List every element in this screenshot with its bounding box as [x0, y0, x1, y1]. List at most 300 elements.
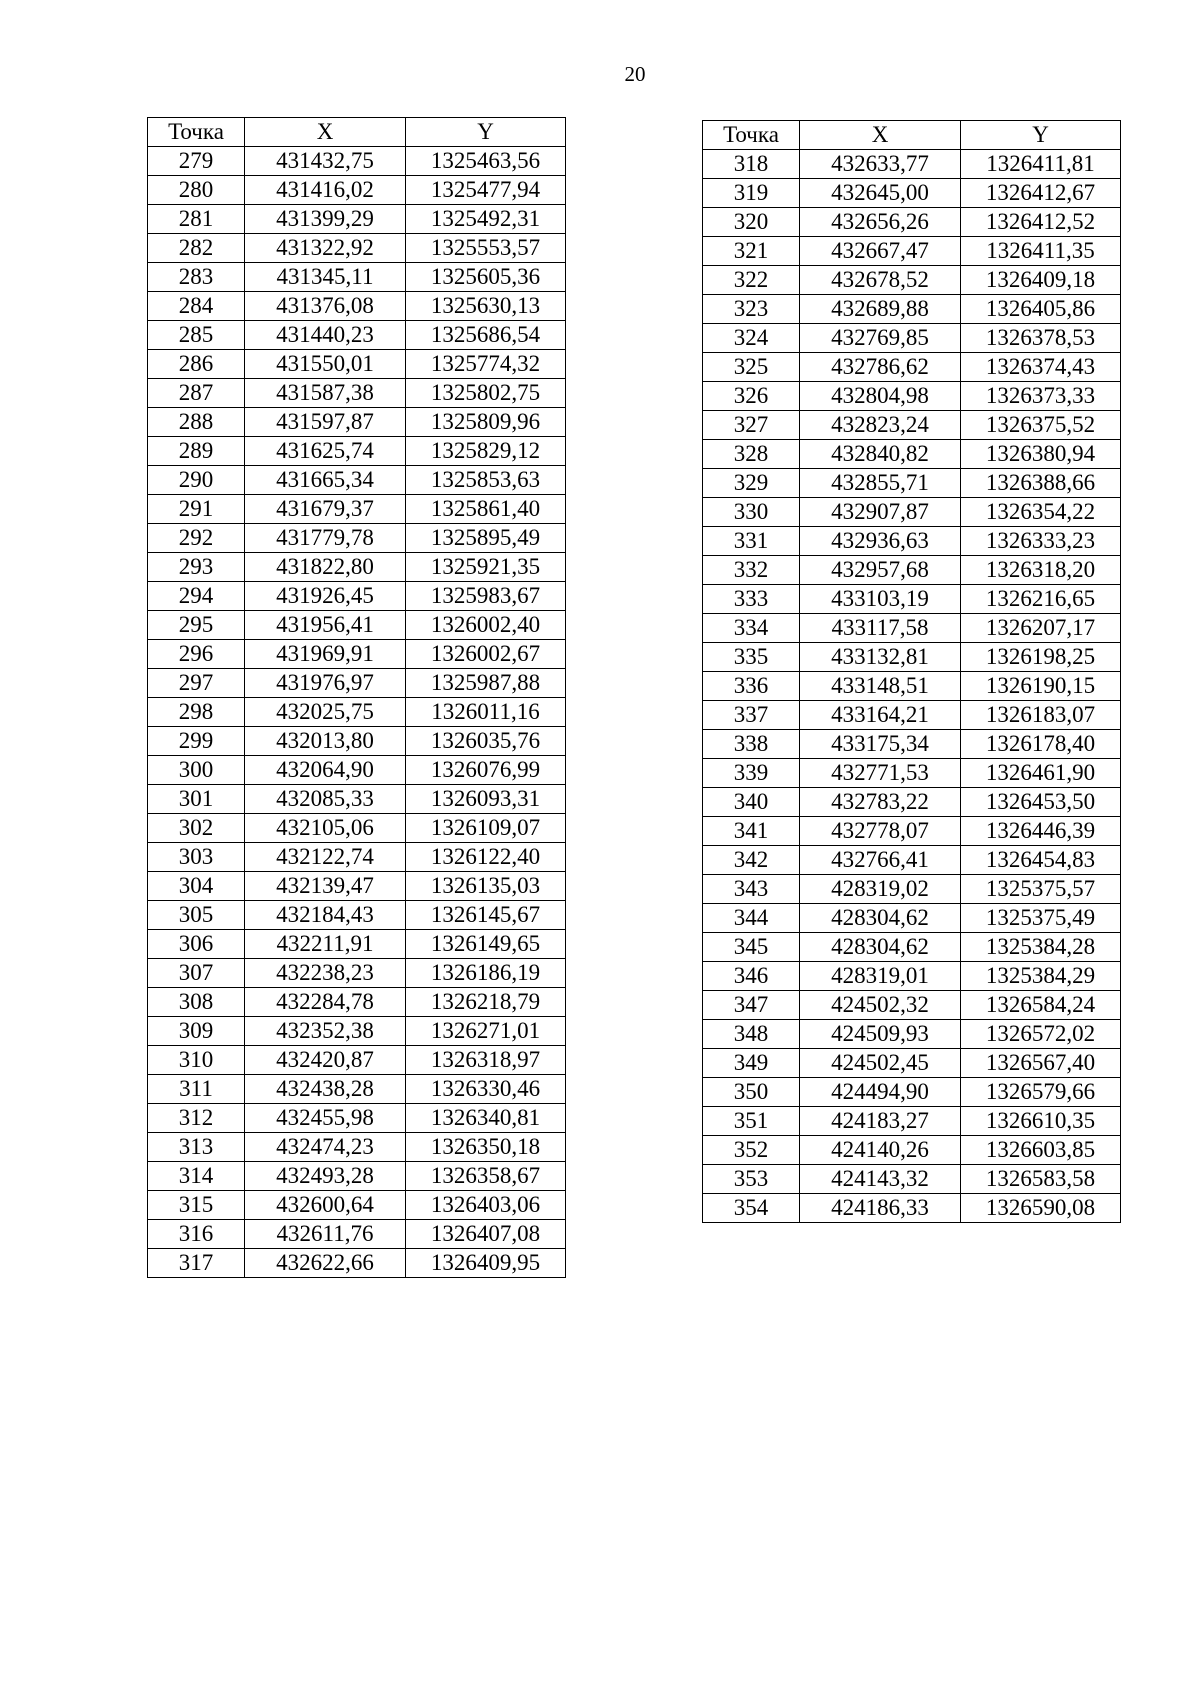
- table-row: [148, 292, 566, 321]
- cell-y: 1326076,99: [406, 756, 566, 785]
- cell-y: 1326412,52: [961, 208, 1121, 237]
- cell-point: 305: [148, 901, 245, 930]
- cell-y: 1326207,17: [961, 614, 1121, 643]
- cell-point: 280: [148, 176, 245, 205]
- cell-point: 298: [148, 698, 245, 727]
- table-row: [148, 785, 566, 814]
- cell-point: 279: [148, 147, 245, 176]
- table-row: [703, 382, 1121, 411]
- table-row: [148, 1133, 566, 1162]
- cell-point: 326: [703, 382, 800, 411]
- cell-y: 1325375,57: [961, 875, 1121, 904]
- cell-y: 1325829,12: [406, 437, 566, 466]
- table-row: [703, 1165, 1121, 1194]
- cell-y: 1326446,39: [961, 817, 1121, 846]
- cell-y: 1326145,67: [406, 901, 566, 930]
- cell-x: 424186,33: [800, 1194, 961, 1223]
- cell-x: 432438,28: [245, 1075, 406, 1104]
- table-row: [148, 727, 566, 756]
- cell-y: 1326186,19: [406, 959, 566, 988]
- cell-y: 1326093,31: [406, 785, 566, 814]
- cell-x: 428319,01: [800, 962, 961, 991]
- cell-x: 431550,01: [245, 350, 406, 379]
- cell-point: 306: [148, 930, 245, 959]
- table-row: [703, 179, 1121, 208]
- cell-point: 329: [703, 469, 800, 498]
- cell-x: 432678,52: [800, 266, 961, 295]
- cell-point: 335: [703, 643, 800, 672]
- cell-x: 431679,37: [245, 495, 406, 524]
- table-row: [148, 698, 566, 727]
- cell-x: 431440,23: [245, 321, 406, 350]
- cell-x: 431969,91: [245, 640, 406, 669]
- cell-point: 314: [148, 1162, 245, 1191]
- cell-y: 1326318,20: [961, 556, 1121, 585]
- table-row: [148, 1017, 566, 1046]
- cell-y: 1326409,95: [406, 1249, 566, 1278]
- cell-x: 432689,88: [800, 295, 961, 324]
- cell-y: 1326375,52: [961, 411, 1121, 440]
- cell-x: 431822,80: [245, 553, 406, 582]
- table-row: [148, 350, 566, 379]
- table-row: [148, 1046, 566, 1075]
- cell-point: 341: [703, 817, 800, 846]
- table-row: [148, 495, 566, 524]
- cell-y: 1326388,66: [961, 469, 1121, 498]
- cell-y: 1326011,16: [406, 698, 566, 727]
- table-row: [703, 295, 1121, 324]
- cell-y: 1326454,83: [961, 846, 1121, 875]
- cell-x: 424143,32: [800, 1165, 961, 1194]
- header-y: Y: [961, 121, 1121, 150]
- cell-y: 1326603,85: [961, 1136, 1121, 1165]
- cell-y: 1326122,40: [406, 843, 566, 872]
- cell-point: 354: [703, 1194, 800, 1223]
- cell-x: 432139,47: [245, 872, 406, 901]
- cell-point: 317: [148, 1249, 245, 1278]
- cell-point: 289: [148, 437, 245, 466]
- cell-x: 432907,87: [800, 498, 961, 527]
- cell-y: 1325774,32: [406, 350, 566, 379]
- cell-x: 431587,38: [245, 379, 406, 408]
- cell-y: 1326218,79: [406, 988, 566, 1017]
- cell-y: 1326109,07: [406, 814, 566, 843]
- cell-y: 1326002,67: [406, 640, 566, 669]
- cell-x: 433103,19: [800, 585, 961, 614]
- cell-x: 431399,29: [245, 205, 406, 234]
- cell-y: 1325384,29: [961, 962, 1121, 991]
- cell-y: 1326183,07: [961, 701, 1121, 730]
- cell-x: 424183,27: [800, 1107, 961, 1136]
- cell-x: 432238,23: [245, 959, 406, 988]
- cell-y: 1326271,01: [406, 1017, 566, 1046]
- cell-point: 344: [703, 904, 800, 933]
- table-row: [703, 237, 1121, 266]
- cell-x: 428304,62: [800, 904, 961, 933]
- cell-point: 343: [703, 875, 800, 904]
- table-row: [703, 498, 1121, 527]
- cell-x: 432783,22: [800, 788, 961, 817]
- cell-y: 1326358,67: [406, 1162, 566, 1191]
- cell-point: 297: [148, 669, 245, 698]
- table-row: [148, 437, 566, 466]
- table-row: [703, 585, 1121, 614]
- cell-y: 1326610,35: [961, 1107, 1121, 1136]
- table-row: [148, 205, 566, 234]
- table-row: [703, 411, 1121, 440]
- cell-y: 1326198,25: [961, 643, 1121, 672]
- cell-point: 295: [148, 611, 245, 640]
- table-row: [703, 556, 1121, 585]
- table-row: [703, 991, 1121, 1020]
- cell-y: 1325463,56: [406, 147, 566, 176]
- cell-point: 284: [148, 292, 245, 321]
- table-row: [148, 176, 566, 205]
- cell-y: 1326002,40: [406, 611, 566, 640]
- cell-y: 1325802,75: [406, 379, 566, 408]
- cell-y: 1325553,57: [406, 234, 566, 263]
- cell-point: 304: [148, 872, 245, 901]
- header-point: Точка: [703, 121, 800, 150]
- cell-point: 311: [148, 1075, 245, 1104]
- cell-x: 432823,24: [800, 411, 961, 440]
- cell-y: 1326412,67: [961, 179, 1121, 208]
- table-row: [703, 353, 1121, 382]
- cell-y: 1326403,06: [406, 1191, 566, 1220]
- table-row: [703, 1078, 1121, 1107]
- cell-point: 345: [703, 933, 800, 962]
- cell-point: 283: [148, 263, 245, 292]
- table-row: [148, 872, 566, 901]
- table-row: [148, 1191, 566, 1220]
- table-row: [148, 1104, 566, 1133]
- cell-point: 339: [703, 759, 800, 788]
- cell-point: 318: [703, 150, 800, 179]
- cell-y: 1326373,33: [961, 382, 1121, 411]
- cell-x: 432105,06: [245, 814, 406, 843]
- cell-point: 282: [148, 234, 245, 263]
- cell-y: 1326579,66: [961, 1078, 1121, 1107]
- cell-x: 432622,66: [245, 1249, 406, 1278]
- table-row: [703, 208, 1121, 237]
- cell-point: 320: [703, 208, 800, 237]
- cell-point: 340: [703, 788, 800, 817]
- cell-x: 431956,41: [245, 611, 406, 640]
- table-row: [148, 756, 566, 785]
- cell-y: 1326216,65: [961, 585, 1121, 614]
- table-row: [148, 611, 566, 640]
- cell-y: 1325861,40: [406, 495, 566, 524]
- cell-point: 299: [148, 727, 245, 756]
- cell-x: 432804,98: [800, 382, 961, 411]
- cell-x: 431345,11: [245, 263, 406, 292]
- table-row: [148, 466, 566, 495]
- cell-y: 1326453,50: [961, 788, 1121, 817]
- cell-x: 432420,87: [245, 1046, 406, 1075]
- cell-x: 424502,32: [800, 991, 961, 1020]
- table-row: [703, 875, 1121, 904]
- table-row: [703, 1049, 1121, 1078]
- cell-x: 431416,02: [245, 176, 406, 205]
- cell-y: 1326407,08: [406, 1220, 566, 1249]
- cell-y: 1326135,03: [406, 872, 566, 901]
- cell-y: 1326409,18: [961, 266, 1121, 295]
- cell-x: 433164,21: [800, 701, 961, 730]
- table-row: [703, 1136, 1121, 1165]
- table-row: [703, 1020, 1121, 1049]
- cell-point: 328: [703, 440, 800, 469]
- cell-x: 431597,87: [245, 408, 406, 437]
- table-row: [703, 904, 1121, 933]
- cell-y: 1326035,76: [406, 727, 566, 756]
- cell-x: 432025,75: [245, 698, 406, 727]
- cell-x: 432085,33: [245, 785, 406, 814]
- cell-point: 332: [703, 556, 800, 585]
- cell-x: 431665,34: [245, 466, 406, 495]
- cell-point: 292: [148, 524, 245, 553]
- cell-x: 432474,23: [245, 1133, 406, 1162]
- cell-y: 1326330,46: [406, 1075, 566, 1104]
- table-row: [703, 962, 1121, 991]
- cell-point: 337: [703, 701, 800, 730]
- cell-x: 432493,28: [245, 1162, 406, 1191]
- cell-point: 327: [703, 411, 800, 440]
- cell-x: 431625,74: [245, 437, 406, 466]
- cell-point: 288: [148, 408, 245, 437]
- cell-x: 432352,38: [245, 1017, 406, 1046]
- table-row: [703, 672, 1121, 701]
- cell-x: 431779,78: [245, 524, 406, 553]
- cell-point: 346: [703, 962, 800, 991]
- cell-point: 348: [703, 1020, 800, 1049]
- cell-x: 433117,58: [800, 614, 961, 643]
- cell-y: 1326350,18: [406, 1133, 566, 1162]
- cell-y: 1326333,23: [961, 527, 1121, 556]
- cell-point: 322: [703, 266, 800, 295]
- table-row: [703, 643, 1121, 672]
- cell-x: 432184,43: [245, 901, 406, 930]
- table-row: [148, 1075, 566, 1104]
- cell-x: 432786,62: [800, 353, 961, 382]
- table-row: [703, 527, 1121, 556]
- cell-x: 432013,80: [245, 727, 406, 756]
- cell-point: 324: [703, 324, 800, 353]
- cell-y: 1326318,97: [406, 1046, 566, 1075]
- cell-point: 301: [148, 785, 245, 814]
- table-row: [703, 469, 1121, 498]
- cell-point: 350: [703, 1078, 800, 1107]
- cell-x: 432771,53: [800, 759, 961, 788]
- cell-point: 310: [148, 1046, 245, 1075]
- cell-point: 294: [148, 582, 245, 611]
- table-row: [703, 1107, 1121, 1136]
- cell-x: 431376,08: [245, 292, 406, 321]
- cell-point: 312: [148, 1104, 245, 1133]
- cell-point: 325: [703, 353, 800, 382]
- cell-x: 433132,81: [800, 643, 961, 672]
- header-x: X: [245, 118, 406, 147]
- cell-y: 1326149,65: [406, 930, 566, 959]
- cell-point: 347: [703, 991, 800, 1020]
- cell-point: 334: [703, 614, 800, 643]
- cell-y: 1325477,94: [406, 176, 566, 205]
- table-row: [148, 582, 566, 611]
- page-number: 20: [624, 62, 646, 86]
- table-row: [148, 814, 566, 843]
- header-point: Точка: [148, 118, 245, 147]
- cell-y: 1326583,58: [961, 1165, 1121, 1194]
- cell-point: 296: [148, 640, 245, 669]
- cell-y: 1325375,49: [961, 904, 1121, 933]
- cell-point: 315: [148, 1191, 245, 1220]
- cell-point: 353: [703, 1165, 800, 1194]
- cell-x: 432840,82: [800, 440, 961, 469]
- cell-x: 432936,63: [800, 527, 961, 556]
- cell-x: 432211,91: [245, 930, 406, 959]
- cell-point: 342: [703, 846, 800, 875]
- coordinates-table-right: [702, 120, 1121, 1223]
- cell-x: 432667,47: [800, 237, 961, 266]
- cell-x: 431432,75: [245, 147, 406, 176]
- cell-point: 349: [703, 1049, 800, 1078]
- cell-point: 308: [148, 988, 245, 1017]
- cell-x: 428319,02: [800, 875, 961, 904]
- cell-y: 1325809,96: [406, 408, 566, 437]
- cell-x: 432600,64: [245, 1191, 406, 1220]
- cell-y: 1325895,49: [406, 524, 566, 553]
- table-row: [148, 553, 566, 582]
- cell-point: 336: [703, 672, 800, 701]
- table-row: [703, 266, 1121, 295]
- table-row: [148, 901, 566, 930]
- cell-y: 1326584,24: [961, 991, 1121, 1020]
- coordinates-table-left: [147, 117, 566, 1278]
- table-row: [148, 321, 566, 350]
- cell-point: 338: [703, 730, 800, 759]
- cell-point: 286: [148, 350, 245, 379]
- cell-x: 432656,26: [800, 208, 961, 237]
- cell-x: 432611,76: [245, 1220, 406, 1249]
- cell-y: 1325686,54: [406, 321, 566, 350]
- cell-y: 1326590,08: [961, 1194, 1121, 1223]
- cell-point: 285: [148, 321, 245, 350]
- cell-point: 333: [703, 585, 800, 614]
- table-row: [148, 669, 566, 698]
- cell-x: 432633,77: [800, 150, 961, 179]
- cell-x: 431322,92: [245, 234, 406, 263]
- cell-point: 351: [703, 1107, 800, 1136]
- cell-y: 1326572,02: [961, 1020, 1121, 1049]
- table-row: [703, 324, 1121, 353]
- cell-x: 432122,74: [245, 843, 406, 872]
- table-row: [703, 614, 1121, 643]
- cell-y: 1325921,35: [406, 553, 566, 582]
- cell-x: 433148,51: [800, 672, 961, 701]
- cell-x: 433175,34: [800, 730, 961, 759]
- table-row: [703, 788, 1121, 817]
- cell-point: 302: [148, 814, 245, 843]
- cell-y: 1325983,67: [406, 582, 566, 611]
- cell-y: 1326411,35: [961, 237, 1121, 266]
- cell-point: 323: [703, 295, 800, 324]
- cell-y: 1326190,15: [961, 672, 1121, 701]
- table-row: [148, 1162, 566, 1191]
- cell-y: 1325492,31: [406, 205, 566, 234]
- cell-point: 303: [148, 843, 245, 872]
- table-row: [148, 930, 566, 959]
- cell-x: 432645,00: [800, 179, 961, 208]
- table-row: [148, 843, 566, 872]
- cell-x: 432957,68: [800, 556, 961, 585]
- table-row: [148, 1220, 566, 1249]
- header-y: Y: [406, 118, 566, 147]
- cell-x: 424509,93: [800, 1020, 961, 1049]
- cell-x: 424494,90: [800, 1078, 961, 1107]
- table-row: [148, 147, 566, 176]
- cell-point: 290: [148, 466, 245, 495]
- cell-x: 431926,45: [245, 582, 406, 611]
- cell-y: 1326340,81: [406, 1104, 566, 1133]
- table-row: [703, 817, 1121, 846]
- cell-y: 1325987,88: [406, 669, 566, 698]
- cell-point: 307: [148, 959, 245, 988]
- table-row: [703, 440, 1121, 469]
- table-row: [703, 701, 1121, 730]
- cell-y: 1326354,22: [961, 498, 1121, 527]
- table-row: [148, 1249, 566, 1278]
- cell-x: 432778,07: [800, 817, 961, 846]
- table-row: [703, 759, 1121, 788]
- table-row: [148, 263, 566, 292]
- cell-point: 330: [703, 498, 800, 527]
- table-row: [148, 408, 566, 437]
- cell-y: 1326567,40: [961, 1049, 1121, 1078]
- cell-point: 281: [148, 205, 245, 234]
- cell-y: 1326411,81: [961, 150, 1121, 179]
- cell-x: 432769,85: [800, 324, 961, 353]
- table-row: [148, 524, 566, 553]
- cell-y: 1325630,13: [406, 292, 566, 321]
- header-x: X: [800, 121, 961, 150]
- cell-x: 431976,97: [245, 669, 406, 698]
- table-row: [148, 959, 566, 988]
- cell-x: 432284,78: [245, 988, 406, 1017]
- table-row: [148, 379, 566, 408]
- cell-y: 1325853,63: [406, 466, 566, 495]
- table-row: [703, 846, 1121, 875]
- table-header-row: [148, 118, 566, 147]
- cell-x: 424140,26: [800, 1136, 961, 1165]
- cell-y: 1326405,86: [961, 295, 1121, 324]
- cell-y: 1326461,90: [961, 759, 1121, 788]
- cell-x: 432766,41: [800, 846, 961, 875]
- table-row: [148, 988, 566, 1017]
- cell-x: 428304,62: [800, 933, 961, 962]
- cell-point: 309: [148, 1017, 245, 1046]
- cell-y: 1325384,28: [961, 933, 1121, 962]
- table-header-row: [703, 121, 1121, 150]
- cell-y: 1326380,94: [961, 440, 1121, 469]
- cell-y: 1326178,40: [961, 730, 1121, 759]
- cell-y: 1326374,43: [961, 353, 1121, 382]
- table-row: [703, 1194, 1121, 1223]
- cell-x: 432455,98: [245, 1104, 406, 1133]
- table-row: [703, 150, 1121, 179]
- cell-point: 300: [148, 756, 245, 785]
- cell-point: 291: [148, 495, 245, 524]
- table-row: [703, 730, 1121, 759]
- cell-x: 432064,90: [245, 756, 406, 785]
